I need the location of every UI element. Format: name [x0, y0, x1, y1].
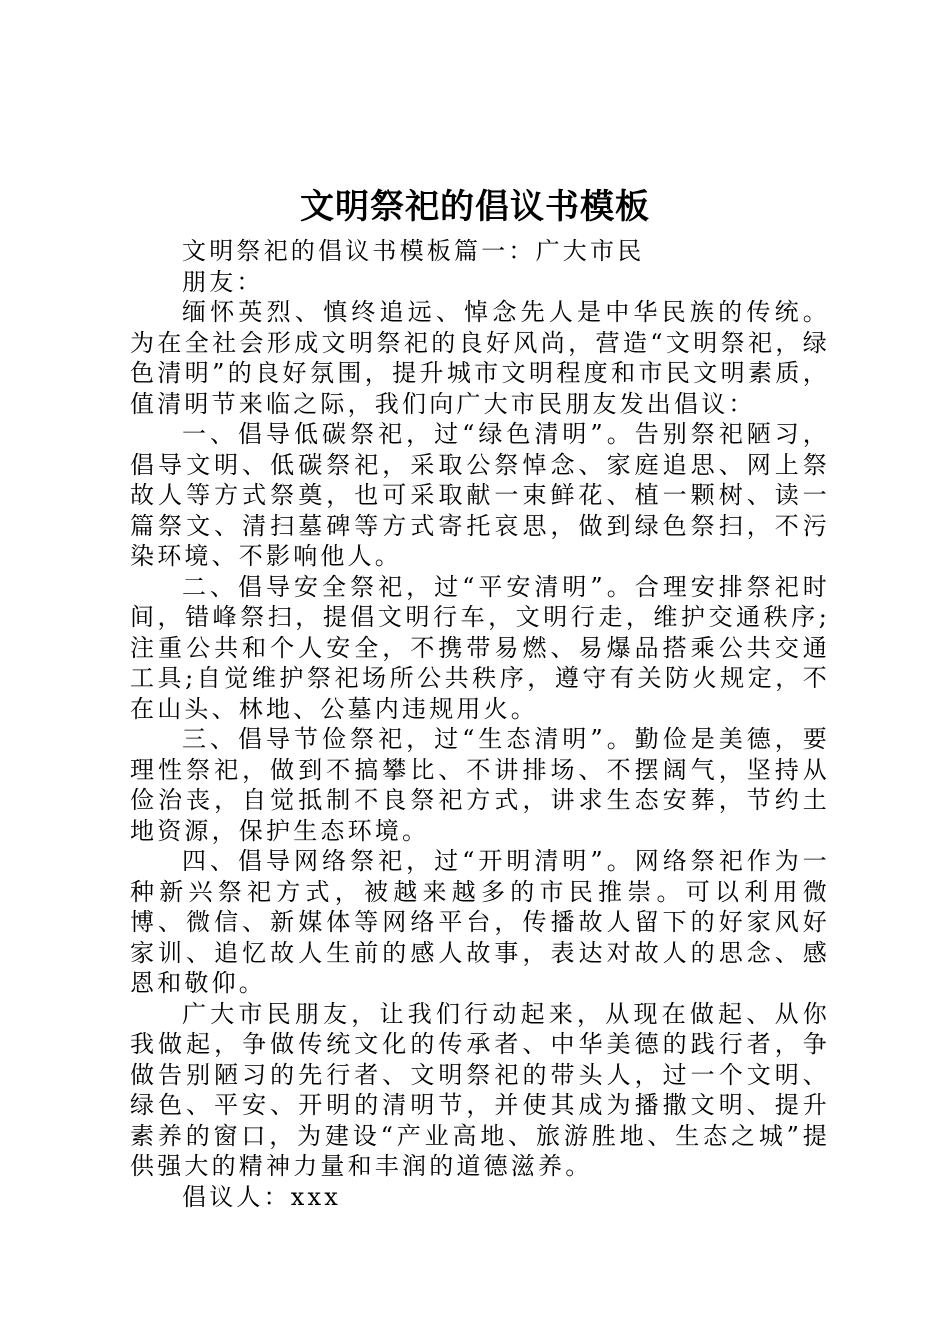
signature-line: 倡议人：xxx: [182, 1182, 342, 1211]
body-paragraph: 缅怀英烈、慎终追远、悼念先人是中华民族的传统。为在全社会形成文明祭祀的良好风尚，营造“文明祭祀，绿色清明”的良好氛围，提升城市文明程度和市民文明素质，值清明节来临之际，我们向广大市民朋友发出倡议：: [130, 298, 830, 418]
body-paragraph: 四、倡导网络祭祀，过“开明清明”。网络祭祀作为一种新兴祭祀方式，被越来越多的市民推崇。可以利用微博、微信、新媒体等网络平台，传播故人留下的好家风好家训、追忆故人生前的感人故事，表达对故人的思念、感恩和敬仰。: [130, 847, 830, 997]
body-paragraph: 广大市民朋友，让我们行动起来，从现在做起、从你我做起，争做传统文化的传承者、中华美德的践行者，争做告别陋习的先行者、文明祭祀的带头人，过一个文明、绿色、平安、开明的清明节，并使其成为播撒文明、提升素养的窗口，为建设“产业高地、旅游胜地、生态之城”提供强大的精神力量和丰润的道德滋养。: [130, 999, 830, 1180]
document-title: 文明祭祀的倡议书模板: [300, 187, 650, 227]
body-paragraph: 三、倡导节俭祭祀，过“生态清明”。勤俭是美德，要理性祭祀，做到不搞攀比、不讲排场、不摆阔气，坚持从俭治丧，自觉抵制不良祭祀方式，讲求生态安葬，节约土地资源，保护生态环境。: [130, 725, 830, 845]
body-paragraph: 二、倡导安全祭祀，过“平安清明”。合理安排祭祀时间，错峰祭扫，提倡文明行车，文明行走，维护交通秩序;注重公共和个人安全，不携带易燃、易爆品搭乘公共交通工具;自觉维护祭祀场所公共秩序，遵守有关防火规定，不在山头、林地、公墓内违规用火。: [130, 572, 830, 723]
intro-line: 文明祭祀的倡议书模板篇一：广大市民: [182, 237, 645, 265]
intro-line: 朋友：: [182, 267, 264, 296]
document-body: [130, 236, 830, 1212]
body-paragraph: 一、倡导低碳祭祀，过“绿色清明”。告别祭祀陋习，倡导文明、低碳祭祀，采取公祭悼念、家庭追思、网上祭故人等方式祭奠，也可采取献一束鲜花、植一颗树、读一篇祭文、清扫墓碑等方式寄托哀思，做到绿色祭扫，不污染环境、不影响他人。: [130, 420, 830, 570]
